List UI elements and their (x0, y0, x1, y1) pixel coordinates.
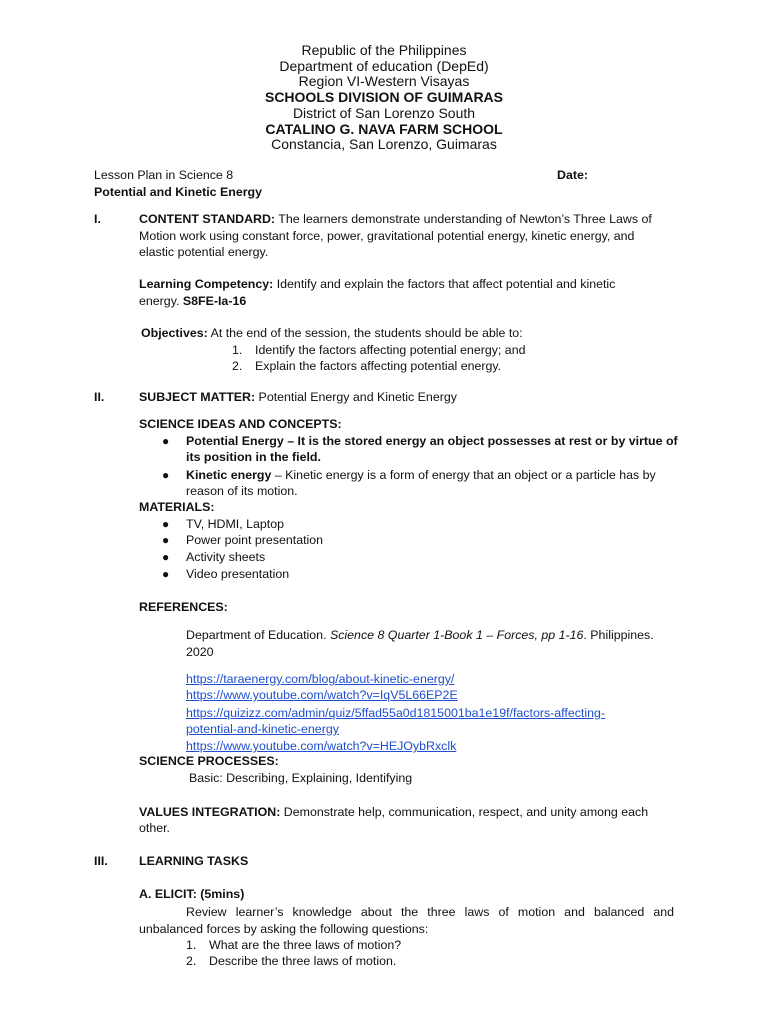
plan-topic: Potential and Kinetic Energy (94, 185, 262, 199)
processes-heading: SCIENCE PROCESSES: (139, 754, 279, 768)
header-department: Department of education (DepEd) (279, 58, 489, 74)
bullet-icon: ● (162, 533, 170, 547)
values-line-2: other. (139, 821, 171, 835)
reference-link-taraenergy[interactable]: https://taraenergy.com/blog/about-kinetic-energy/ (186, 672, 455, 686)
header-school: CATALINO G. NAVA FARM SCHOOL (265, 121, 503, 137)
reference-book: Department of Education. Science 8 Quarter 1-Book 1 – Forces, pp 1-16. Philippines. (186, 628, 654, 642)
material-item: Power point presentation (186, 533, 324, 547)
idea-2-line-1: Kinetic energy – Kinetic energy is a form of energy that an object or a particle has by (186, 468, 656, 482)
reference-link-quizizz[interactable]: https://quizizz.com/admin/quiz/5ffad55a0d1815001ba1e19f/factors-affecting- (186, 706, 606, 720)
date-label: Date: (557, 168, 588, 182)
ideas-heading: SCIENCE IDEAS AND CONCEPTS: (139, 417, 342, 431)
bullet-icon: ● (162, 550, 170, 564)
material-item: TV, HDMI, Laptop (186, 517, 285, 531)
objectives-intro: Objectives: At the end of the session, the students should be able to: (141, 326, 523, 340)
section-3-numeral: III. (94, 854, 108, 868)
objective-2-num: 2. (232, 359, 243, 373)
content-standard-line-1: CONTENT STANDARD: The learners demonstrate understanding of Newton’s Three Laws of (139, 212, 652, 226)
content-standard-line-3: elastic potential energy. (139, 245, 269, 259)
header-district: District of San Lorenzo South (292, 105, 476, 121)
elicit-line-1: Review learner’s knowledge about the three laws of motion and balanced and (186, 905, 674, 919)
header-republic: Republic of the Philippines (301, 42, 467, 58)
bullet-icon: ● (162, 468, 170, 482)
competency-line-2: energy. S8FE-Ia-16 (139, 294, 247, 308)
header-division: SCHOOLS DIVISION OF GUIMARAS (264, 89, 503, 105)
bullet-icon: ● (162, 434, 170, 448)
reference-link-quizizz-cont[interactable]: potential-and-kinetic-energy (186, 722, 339, 736)
question-2-num: 2. (186, 954, 197, 968)
bullet-icon: ● (162, 567, 170, 581)
references-heading: REFERENCES: (139, 600, 228, 614)
plan-title: Lesson Plan in Science 8 (94, 168, 234, 182)
section-1-numeral: I. (94, 212, 101, 226)
idea-1-line-2: its position in the field. (186, 450, 321, 464)
reference-book-year: 2020 (186, 645, 214, 659)
header-address: Constancia, San Lorenzo, Guimaras (271, 136, 497, 152)
reference-link-youtube-1[interactable]: https://www.youtube.com/watch?v=IqV5L66EP2E (186, 688, 458, 702)
competency-line-1: Learning Competency: Identify and explain the factors that affect potential and kinetic (139, 277, 616, 291)
elicit-line-2: unbalanced forces by asking the following questions: (139, 922, 429, 936)
processes-text: Basic: Describing, Explaining, Identifying (189, 771, 413, 785)
idea-1-line-1: Potential Energy – It is the stored energy an object possesses at rest or by virtue of (186, 434, 678, 448)
materials-heading: MATERIALS: (139, 500, 215, 514)
question-1-num: 1. (186, 938, 197, 952)
values-line-1: VALUES INTEGRATION: Demonstrate help, communication, respect, and unity among each (139, 805, 649, 819)
bullet-icon: ● (162, 517, 170, 531)
section-2-numeral: II. (94, 390, 105, 404)
objective-1-text: Identify the factors affecting potential energy; and (255, 343, 526, 357)
idea-2-line-2: reason of its motion. (186, 484, 298, 498)
elicit-heading: A. ELICIT: (5mins) (139, 887, 245, 901)
material-item: Video presentation (186, 567, 290, 581)
learning-tasks-heading: LEARNING TASKS (139, 854, 249, 868)
question-1-text: What are the three laws of motion? (209, 938, 402, 952)
subject-matter: SUBJECT MATTER: Potential Energy and Kinetic Energy (139, 390, 457, 404)
question-2-text: Describe the three laws of motion. (209, 954, 397, 968)
objective-2-text: Explain the factors affecting potential energy. (255, 359, 502, 373)
content-standard-line-2: Motion work using constant force, power, gravitational potential energy, kinetic energy, and (139, 229, 635, 243)
header-region: Region VI-Western Visayas (298, 73, 470, 89)
reference-link-youtube-2[interactable]: https://www.youtube.com/watch?v=HEJOybRxclk (186, 739, 457, 753)
objective-1-num: 1. (232, 343, 243, 357)
material-item: Activity sheets (186, 550, 266, 564)
